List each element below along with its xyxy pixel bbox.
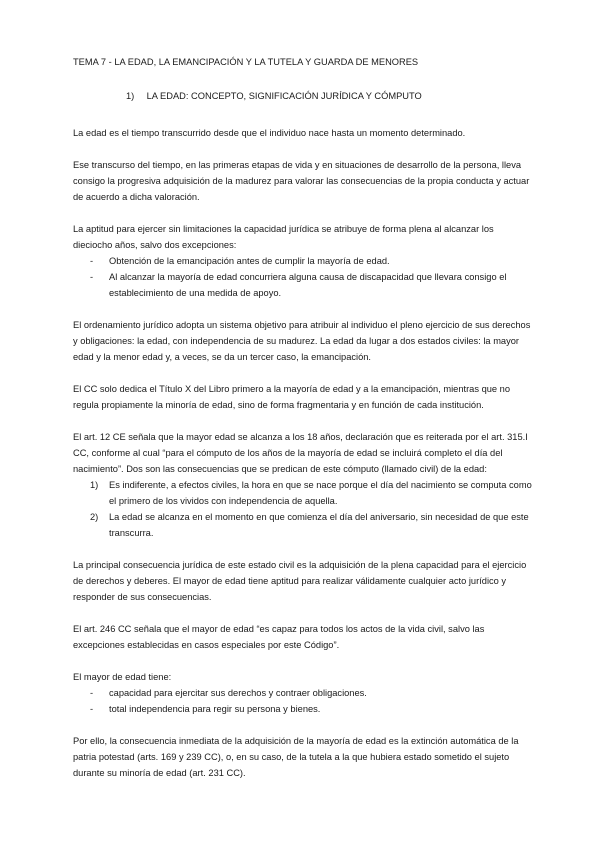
list-item: [73, 701, 533, 717]
list-marker: 1): [90, 480, 99, 490]
list-item: [73, 685, 533, 701]
list-item-text: Obtención de la emancipación antes de cumplir la mayoría de edad.: [109, 256, 390, 266]
list-item: [73, 477, 533, 509]
list-item-text: capacidad para ejercitar sus derechos y contraer obligaciones.: [109, 688, 367, 698]
section-heading-text: LA EDAD: CONCEPTO, SIGNIFICACIÓN JURÍDICA Y CÓMPUTO: [146, 91, 422, 101]
list-marker: 2): [90, 512, 99, 522]
list-item: [73, 269, 533, 301]
section-number: 1): [126, 91, 135, 101]
paragraph: El ordenamiento jurídico adopta un sistema objetivo para atribuir al individuo el pleno ejercicio de sus derechos y obligaciones: la edad, con independencia de su madurez. La edad da lugar a dos estados civiles: la mayor edad y la menor edad y, a veces, se da un tercer caso, la emancipación.: [73, 320, 531, 362]
list-item-text: total independencia para regir su persona y bienes.: [109, 704, 321, 714]
paragraph: La aptitud para ejercer sin limitaciones la capacidad jurídica se atribuye de forma plena al alcanzar los dieciocho años, salvo dos excepciones:: [73, 224, 494, 250]
list-marker: -: [90, 272, 94, 282]
paragraph: Por ello, la consecuencia inmediata de la adquisición de la mayoría de edad es la extinción automática de la patria potestad (arts. 169 y 239 CC), o, en su caso, de la tutela a la que hubiera estado sometido el sujeto durante su minoría de edad (art. 231 CC).: [73, 736, 519, 778]
paragraph: Ese transcurso del tiempo, en las primeras etapas de vida y en situaciones de desarrollo de la persona, lleva consigo la progresiva adquisición de la madurez para valorar las consecuencias de la propia conducta y actuar de acuerdo a dicha valoración.: [73, 160, 530, 202]
paragraph: El art. 12 CE señala que la mayor edad se alcanza a los 18 años, declaración que es reiterada por el art. 315.I CC, conforme al cual “para el cómputo de los años de la mayoría de edad se incluirá completo el día del nacimiento”. Dos son las consecuencias que se predican de este cómputo (llamado civil) de la edad:: [73, 432, 528, 474]
paragraph: La edad es el tiempo transcurrido desde que el individuo nace hasta un momento determinado.: [73, 128, 466, 138]
list-marker: -: [90, 688, 94, 698]
document-title: TEMA 7 - LA EDAD, LA EMANCIPACIÓN Y LA TUTELA Y GUARDA DE MENORES: [73, 57, 419, 67]
document-body: [73, 54, 533, 797]
list-item: [73, 509, 533, 541]
paragraph: El mayor de edad tiene:: [73, 672, 172, 682]
exceptions-list: [73, 253, 533, 301]
section-heading: [73, 88, 533, 104]
list-marker: -: [90, 256, 94, 266]
rights-list: [73, 685, 533, 717]
list-item: [73, 253, 533, 269]
list-item-text: La edad se alcanza en el momento en que comienza el día del aniversario, sin necesidad de que este transcurra.: [109, 512, 529, 538]
list-item-text: Al alcanzar la mayoría de edad concurriera alguna causa de discapacidad que llevara consigo el establecimiento de una medida de apoyo.: [109, 272, 507, 298]
paragraph: La principal consecuencia jurídica de este estado civil es la adquisición de la plena capacidad para el ejercicio de derechos y deberes. El mayor de edad tiene aptitud para realizar válidamente cualquier acto jurídico y responder de sus consecuencias.: [73, 560, 527, 602]
paragraph: El CC solo dedica el Título X del Libro primero a la mayoría de edad y a la emancipación, mientras que no regula propiamente la minoría de edad, sino de forma fragmentaria y en función de cada institución.: [73, 384, 511, 410]
paragraph: El art. 246 CC señala que el mayor de edad “es capaz para todos los actos de la vida civil, salvo las excepciones establecidas en casos especiales por este Código”.: [73, 624, 485, 650]
list-marker: -: [90, 704, 94, 714]
list-item-text: Es indiferente, a efectos civiles, la hora en que se nace porque el día del nacimiento se computa como el primero de los vividos con independencia de aquella.: [109, 480, 532, 506]
consequences-list: [73, 477, 533, 541]
